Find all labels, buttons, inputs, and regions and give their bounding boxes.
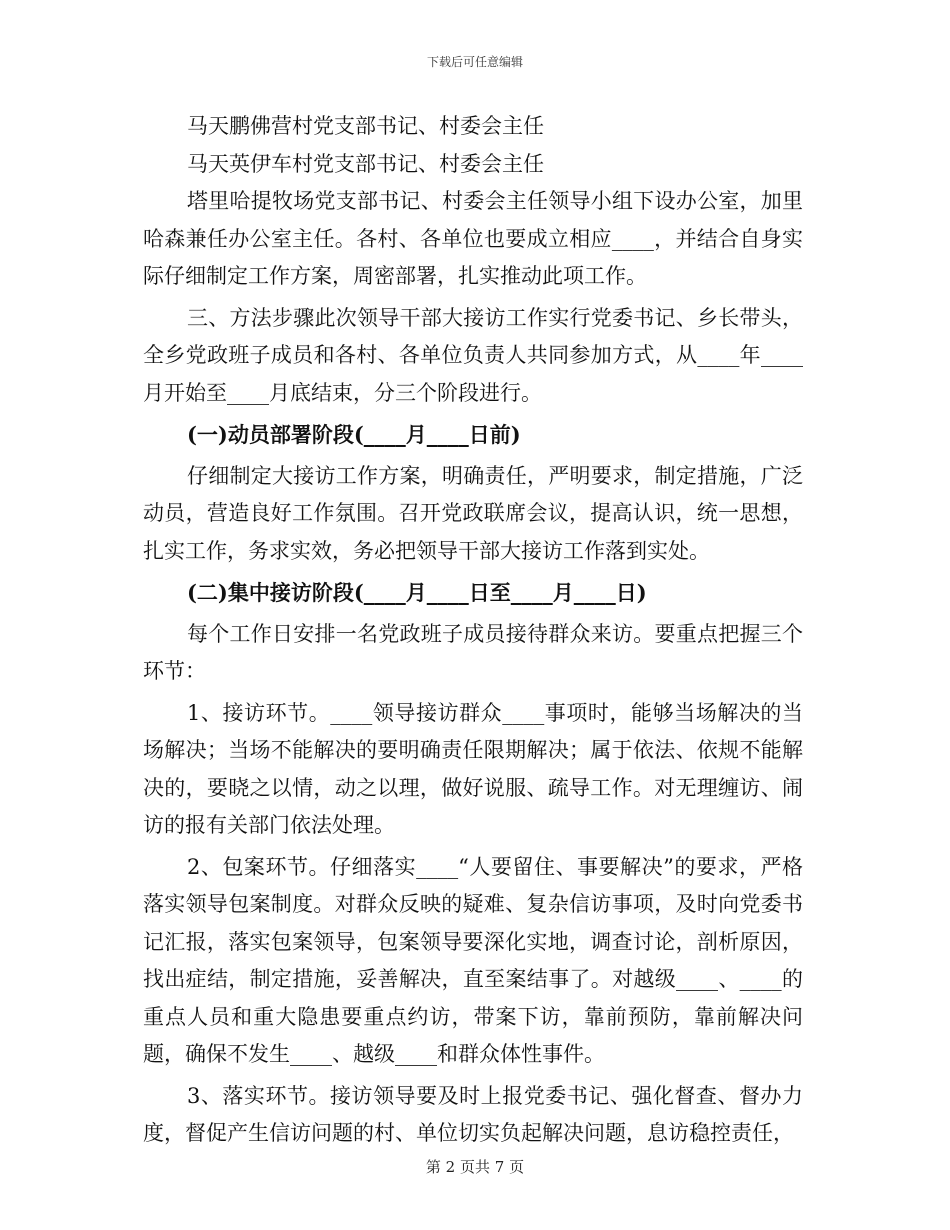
paragraph-9: 3、落实环节。接访领导要及时上报党委书记、强化督查、督办力度，督促产生信访问题的村、单位切实负起解决问题，息访稳控责任，	[143, 1083, 803, 1145]
page-number: 第 2 页共 7 页	[425, 1158, 525, 1176]
paragraph-4: 三、方法步骤此次领导干部大接访工作实行党委书记、乡长带头，全乡党政班子成员和各村、各单位负责人共同参加方式，从____年____月开始至____月底结束，分三个阶段进行。	[143, 305, 803, 405]
paragraph-2: 马天英伊车村党支部书记、村委会主任	[187, 151, 544, 176]
section-heading-1: (一)动员部署阶段(____月____日前)	[187, 422, 521, 447]
paragraph-1: 马天鹏佛营村党支部书记、村委会主任	[187, 114, 544, 138]
paragraph-8: 2、包案环节。仔细落实____“人要留住、事要解决”的要求，严格落实领导包案制度。对群众反映的疑难、复杂信访事项，及时向党委书记汇报，落实包案领导，包案领导要深化实地，调查讨论，剖析原因，找出症结，制定措施，妥善解决，直至案结事了。对越级____、____的重点人员和重大隐患要重点约访，带案下访，靠前预防，靠前解决问题，确保不发生____、越级____和群众体性事件。	[143, 854, 803, 1066]
document-body	[143, 108, 803, 1153]
section-heading-2: (二)集中接访阶段(____月____日至____月____日)	[187, 580, 647, 605]
paragraph-6: 每个工作日安排一名党政班子成员接待群众来访。要重点把握三个环节：	[143, 621, 803, 683]
paragraph-7: 1、接访环节。____领导接访群众____事项时，能够当场解决的当场解决；当场不能解决的要明确责任限期解决；属于依法、依规不能解决的，要晓之以情，动之以理，做好说服、疏导工作。对无理缠访、闹访的报有关部门依法处理。	[143, 700, 803, 837]
paragraph-5: 仔细制定大接访工作方案，明确责任，严明要求，制定措施，广泛动员，营造良好工作氛围。召开党政联席会议，提高认识，统一思想，扎实工作，务求实效，务必把领导干部大接访工作落到实处。	[143, 463, 803, 563]
page-header: 下载后可任意编辑	[426, 55, 523, 69]
paragraph-3: 塔里哈提牧场党支部书记、村委会主任领导小组下设办公室，加里哈森兼任办公室主任。各村、各单位也要成立相应____，并结合自身实际仔细制定工作方案，周密部署，扎实推动此项工作。	[143, 189, 803, 288]
